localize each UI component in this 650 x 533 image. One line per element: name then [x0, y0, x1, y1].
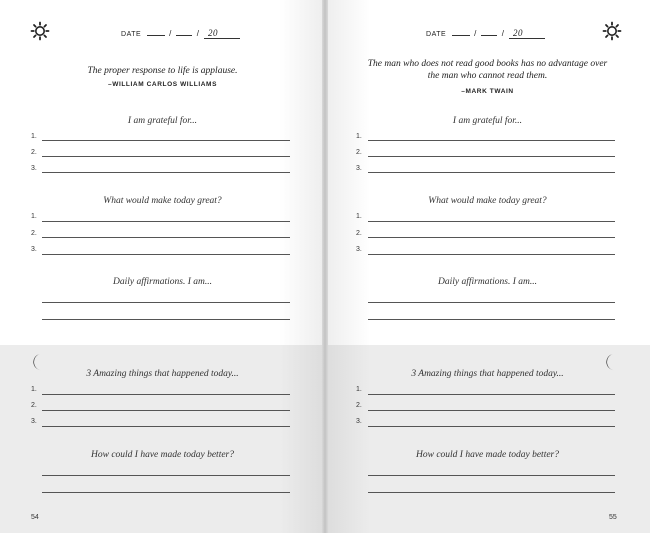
- book-gutter: [322, 0, 328, 533]
- grateful-number-1: 1.: [31, 133, 37, 140]
- grateful-line-2[interactable]: [368, 156, 615, 157]
- day-field[interactable]: [481, 35, 497, 36]
- affirmation-line-2[interactable]: [42, 319, 290, 320]
- great-prompt: What would make today great?: [428, 196, 547, 206]
- great-number-3: 3.: [356, 246, 362, 253]
- quote: [325, 58, 650, 82]
- amazing-prompt: 3 Amazing things that happened today...: [86, 369, 239, 379]
- quote-text: The man who does not read good books has no advantage over the man who cannot read them.: [367, 59, 608, 81]
- great-line-2[interactable]: [42, 237, 290, 238]
- right-page: [325, 0, 650, 533]
- amazing-number-2: 2.: [356, 402, 362, 409]
- grateful-number-1: 1.: [356, 133, 362, 140]
- grateful-number-2: 2.: [31, 149, 37, 156]
- grateful-line-2[interactable]: [42, 156, 290, 157]
- affirmations-prompt: Daily affirmations. I am...: [113, 277, 212, 287]
- grateful-line-3[interactable]: [368, 172, 615, 173]
- amazing-prompt: 3 Amazing things that happened today...: [411, 369, 564, 379]
- grateful-number-3: 3.: [31, 165, 37, 172]
- affirmation-line-1[interactable]: [42, 302, 290, 303]
- year-field[interactable]: 20: [204, 28, 240, 39]
- quote-text: The proper response to life is applause.: [87, 66, 238, 76]
- great-line-1[interactable]: [368, 221, 615, 222]
- great-number-1: 1.: [31, 213, 37, 220]
- year-field[interactable]: 20: [509, 28, 545, 39]
- month-field[interactable]: [147, 35, 165, 36]
- affirmation-line-2[interactable]: [368, 319, 615, 320]
- amazing-line-2[interactable]: [368, 410, 615, 411]
- great-line-3[interactable]: [42, 254, 290, 255]
- grateful-line-3[interactable]: [42, 172, 290, 173]
- better-line-1[interactable]: [368, 475, 615, 476]
- day-field[interactable]: [176, 35, 192, 36]
- date-label: DATE: [426, 31, 447, 38]
- grateful-number-3: 3.: [356, 165, 362, 172]
- grateful-prompt: I am grateful for...: [127, 116, 198, 126]
- amazing-line-3[interactable]: [368, 426, 615, 427]
- amazing-line-1[interactable]: [368, 394, 615, 395]
- better-line-1[interactable]: [42, 475, 290, 476]
- grateful-number-2: 2.: [356, 149, 362, 156]
- date-row: DATE / / 20: [18, 28, 325, 39]
- great-prompt: What would make today great?: [103, 196, 222, 206]
- date-label: DATE: [121, 31, 142, 38]
- quote-author: –WILLIAM CARLOS WILLIAMS: [108, 81, 217, 88]
- great-number-3: 3.: [31, 246, 37, 253]
- grateful-line-1[interactable]: [42, 140, 290, 141]
- page-number: 54: [31, 514, 39, 521]
- amazing-number-3: 3.: [356, 418, 362, 425]
- quote-author: –MARK TWAIN: [461, 88, 514, 95]
- amazing-number-3: 3.: [31, 418, 37, 425]
- amazing-line-2[interactable]: [42, 410, 290, 411]
- amazing-line-1[interactable]: [42, 394, 290, 395]
- great-line-1[interactable]: [42, 221, 290, 222]
- amazing-number-1: 1.: [31, 386, 37, 393]
- better-line-2[interactable]: [42, 492, 290, 493]
- quote: [0, 65, 325, 77]
- better-prompt: How could I have made today better?: [416, 450, 559, 460]
- better-line-2[interactable]: [368, 492, 615, 493]
- month-field[interactable]: [452, 35, 470, 36]
- better-prompt: How could I have made today better?: [91, 450, 234, 460]
- affirmations-prompt: Daily affirmations. I am...: [438, 277, 537, 287]
- date-row: DATE / / 20: [325, 28, 648, 39]
- amazing-line-3[interactable]: [42, 426, 290, 427]
- great-line-3[interactable]: [368, 254, 615, 255]
- page-number: 55: [609, 514, 617, 521]
- grateful-line-1[interactable]: [368, 140, 615, 141]
- grateful-prompt: I am grateful for...: [452, 116, 523, 126]
- amazing-number-1: 1.: [356, 386, 362, 393]
- amazing-number-2: 2.: [31, 402, 37, 409]
- affirmation-line-1[interactable]: [368, 302, 615, 303]
- great-number-1: 1.: [356, 213, 362, 220]
- great-line-2[interactable]: [368, 237, 615, 238]
- great-number-2: 2.: [356, 230, 362, 237]
- great-number-2: 2.: [31, 230, 37, 237]
